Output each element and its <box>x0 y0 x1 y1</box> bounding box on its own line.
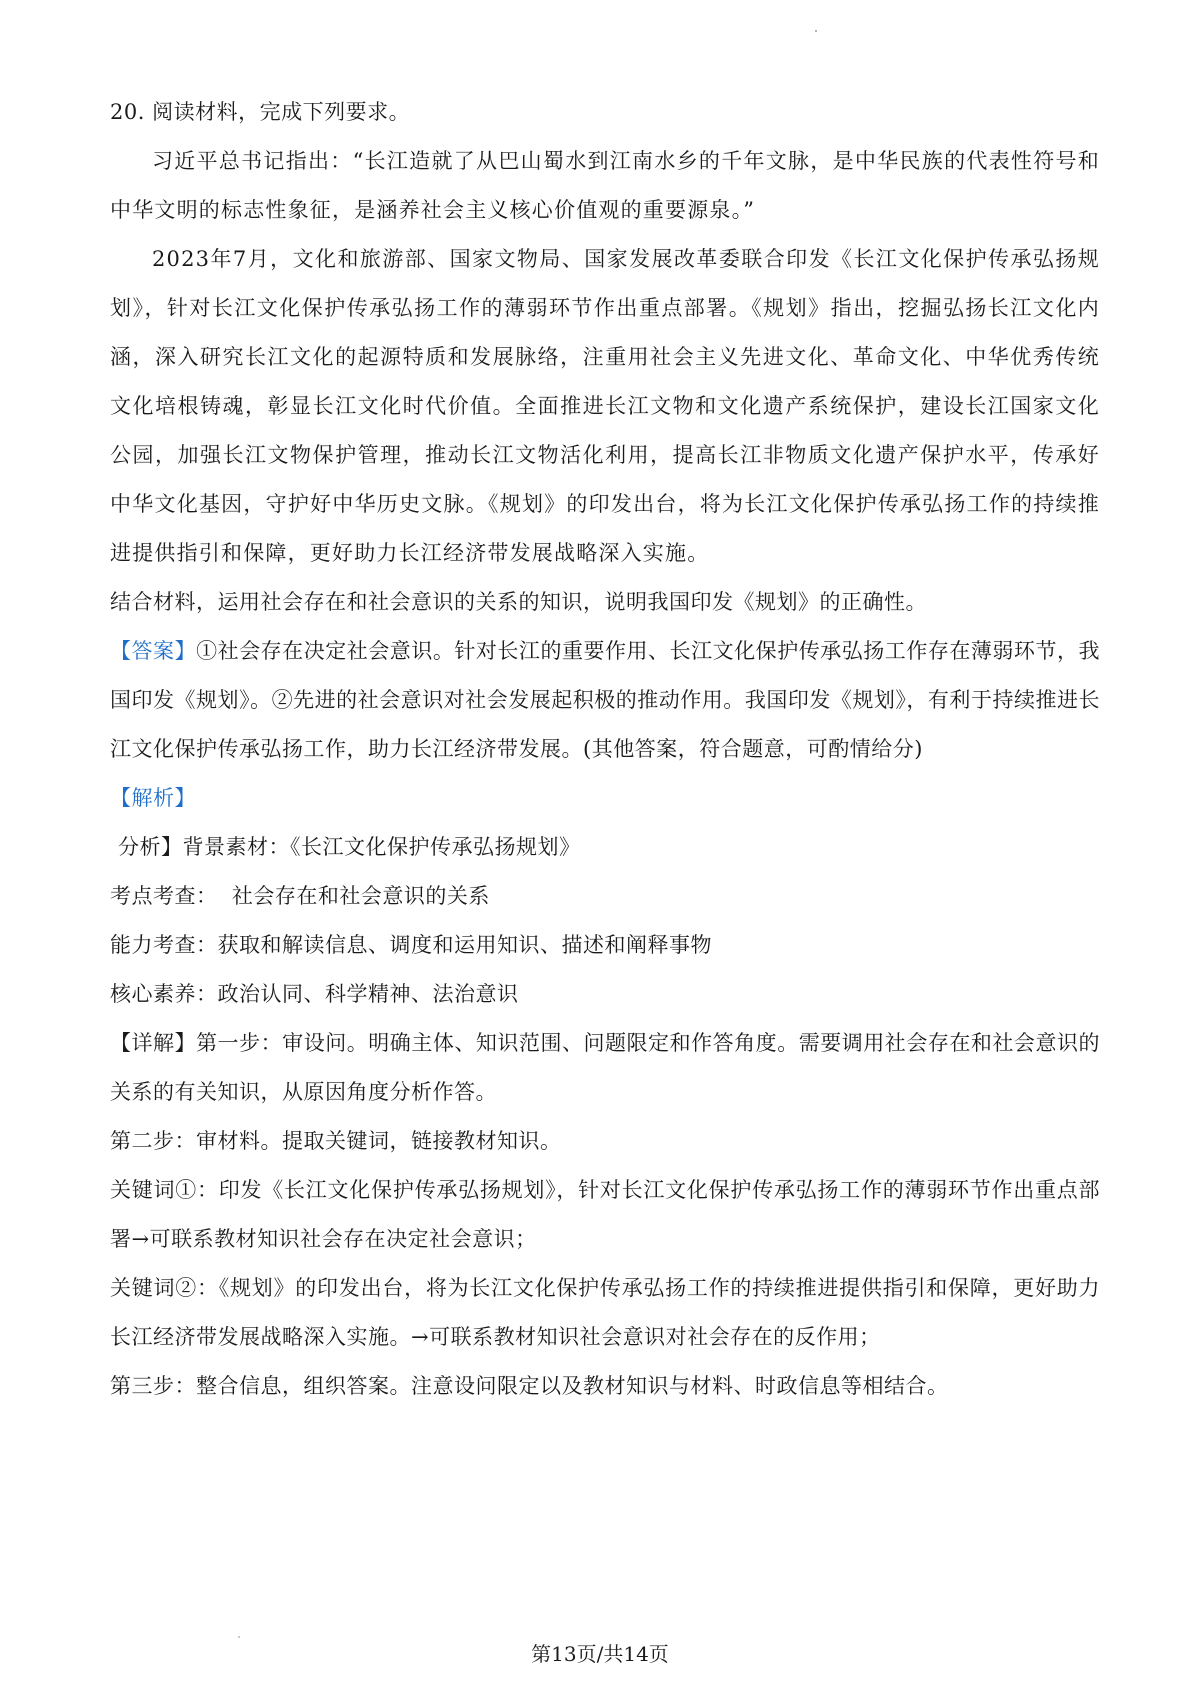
detail-keyword1: 关键词①：印发《长江文化保护传承弘扬规划》，针对长江文化保护传承弘扬工作的薄弱环节作出重点部署→可联系教材知识社会存在决定社会意识； <box>110 1178 1100 1251</box>
analysis-ability: 能力考查：获取和解读信息、调度和运用知识、描述和阐释事物 <box>110 933 712 957</box>
answer-tag: 【答案】 <box>110 639 197 663</box>
detail-step1-text: 第一步：审设问。明确主体、知识范围、问题限定和作答角度。需要调用社会存在和社会意识的关系的有关知识，从原因角度分析作答。 <box>110 1031 1101 1104</box>
analysis-literacy: 核心素养：政治认同、科学精神、法治意识 <box>110 982 519 1006</box>
detail-tag: 【详解】 <box>110 1031 197 1055</box>
detail-keyword2: 关键词②：《规划》的印发出台，将为长江文化保护传承弘扬工作的持续推进提供指引和保障，更好助力长江经济带发展战略深入实施。→可联系教材知识社会意识对社会存在的反作用； <box>110 1276 1100 1349</box>
analysis-background: 分析】背景素材：《长江文化保护传承弘扬规划》 <box>118 835 581 859</box>
detail-step2: 第二步：审材料。提取关键词，链接教材知识。 <box>110 1129 562 1153</box>
detail-step1 <box>110 1019 1100 1117</box>
scan-speck <box>815 30 817 32</box>
material-quote: 习近平总书记指出：“长江造就了从巴山蜀水到江南水乡的千年文脉，是中华民族的代表性符号和中华文明的标志性象征，是涵养社会主义核心价值观的重要源泉。” <box>110 149 1100 222</box>
question-requirement: 结合材料，运用社会存在和社会意识的关系的知识，说明我国印发《规划》的正确性。 <box>110 590 927 614</box>
document-page <box>110 88 1100 1411</box>
analysis-exam-point: 考点考查： 社会存在和社会意识的关系 <box>110 884 490 908</box>
answer-paragraph <box>110 627 1100 774</box>
question-title: 20. 阅读材料，完成下列要求。 <box>110 100 411 124</box>
answer-text: ①社会存在决定社会意识。针对长江的重要作用、长江文化保护传承弘扬工作存在薄弱环节，我国印发《规划》。②先进的社会意识对社会发展起积极的推动作用。我国印发《规划》，有利于持续推进长江文化保护传承弘扬工作，助力长江经济带发展。(其他答案，符合题意，可酌情给分) <box>110 639 1101 761</box>
page-number: 第13页/共14页 <box>531 1642 669 1666</box>
detail-step3: 第三步：整合信息，组织答案。注意设问限定以及教材知识与材料、时政信息等相结合。 <box>110 1374 949 1398</box>
material-body: 2023年7月，文化和旅游部、国家文物局、国家发展改革委联合印发《长江文化保护传承弘扬规划》，针对长江文化保护传承弘扬工作的薄弱环节作出重点部署。《规划》指出，挖掘弘扬长江文化内涵，深入研究长江文化的起源特质和发展脉络，注重用社会主义先进文化、革命文化、中华优秀传统文化培根铸魂，彰显长江文化时代价值。全面推进长江文物和文化遗产系统保护，建设长江国家文化公园，加强长江文物保护管理，推动长江文物活化利用，提高长江非物质文化遗产保护水平，传承好中华文化基因，守护好中华历史文脉。《规划》的印发出台，将为长江文化保护传承弘扬工作的持续推进提供指引和保障，更好助力长江经济带发展战略深入实施。 <box>110 247 1100 565</box>
analysis-tag: 【解析】 <box>110 786 196 810</box>
